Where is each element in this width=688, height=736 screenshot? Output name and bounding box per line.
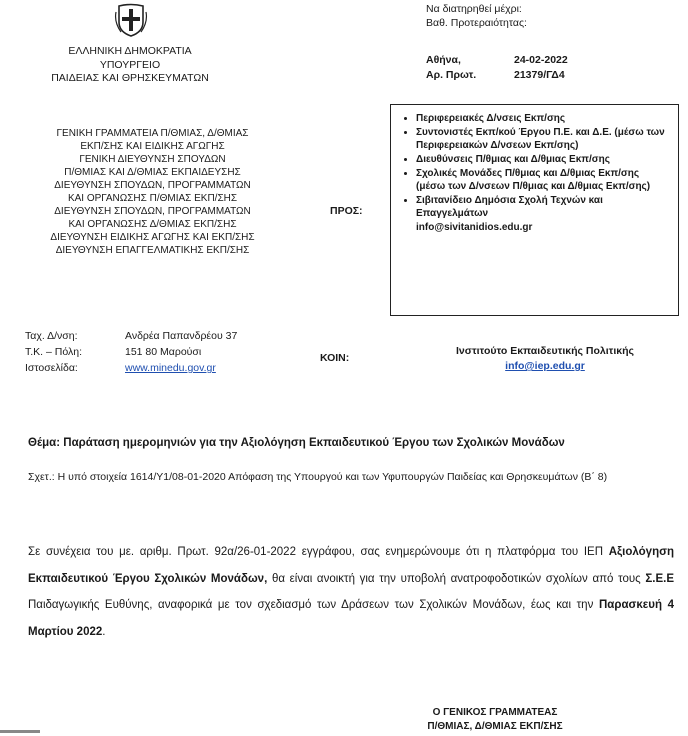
signatory-title: Ο ΓΕΝΙΚΟΣ ΓΡΑΜΜΑΤΕΑΣ: [432, 707, 558, 718]
recipient-item: • Σιβιτανίδειο Δημόσια Σχολή Τεχνών και Επαγγελμάτων: [416, 194, 670, 220]
cc-organization: Ινστιτούτο Εκπαιδευτικής Πολιτικής: [456, 345, 634, 357]
department-line: ΔΙΕΥΘΥΝΣΗ ΣΠΟΥΔΩΝ, ΠΡΟΓΡΑΜΜΑΤΩΝ: [54, 180, 251, 191]
department-line: ΕΚΠ/ΣΗΣ ΚΑΙ ΕΙΔΙΚΗΣ ΑΓΩΓΗΣ: [80, 141, 225, 152]
department-line: ΔΙΕΥΘΥΝΣΗ ΕΠΑΓΓΕΛΜΑΤΙΚΗΣ ΕΚΠ/ΣΗΣ: [55, 245, 250, 256]
page-edge-mark: [0, 730, 40, 733]
recipient-email: info@sivitanidios.edu.gr: [416, 222, 533, 233]
department-block: [20, 127, 285, 257]
body-text-end: .: [102, 625, 106, 638]
body-text-part: Σε συνέχεια του με. αριθμ. Πρωτ. 92α/26-01-2022 εγγράφου, σας ενημερώνουμε ότι η πλατφόρμα του ΙΕΠ: [28, 546, 604, 558]
recipients-list: [399, 112, 670, 220]
department-line: Π/ΘΜΙΑΣ ΚΑΙ Δ/ΘΜΙΑΣ ΕΚΠΑΙΔΕΥΣΗΣ: [64, 167, 241, 178]
greek-coat-of-arms-icon: [113, 2, 149, 38]
date-protocol-block: [426, 53, 568, 83]
cc-label: ΚΟΙΝ:: [320, 352, 350, 364]
contact-block: [25, 328, 237, 376]
recipient-item: • Διευθύνσεις Π/θμιας και Δ/θμιας Εκπ/σης: [416, 153, 670, 166]
protocol-label: Αρ. Πρωτ.: [426, 69, 477, 81]
body-paragraph: [28, 539, 674, 645]
contact-label: Τ.Κ. – Πόλη:: [25, 346, 83, 358]
republic-line: ΕΛΛΗΝΙΚΗ ΔΗΜΟΚΡΑΤΙΑ: [68, 45, 192, 57]
recipient-item: • Περιφερειακές Δ/νσεις Εκπ/σης: [416, 112, 670, 125]
related-reference: Σχετ.: Η υπό στοιχεία 1614/Υ1/08-01-2020 Απόφαση της Υπουργού και των Υφυπουργών Παιδείας και Θρησκευμάτων (Β΄ 8): [28, 471, 608, 483]
signatory-office: Π/ΘΜΙΑΣ, Δ/ΘΜΙΑΣ ΕΚΠ/ΣΗΣ: [427, 721, 563, 732]
contact-label: Ιστοσελίδα:: [25, 362, 78, 374]
department-line: ΚΑΙ ΟΡΓΑΝΩΣΗΣ Δ/ΘΜΙΑΣ ΕΚΠ/ΣΗΣ: [68, 219, 237, 230]
recipient-item: • Συντονιστές Εκπ/κού Έργου Π.Ε. και Δ.Ε. (μέσω των Περιφερειακών Δ/νσεων Εκπ/σης): [416, 126, 670, 152]
contact-row-postcode: [25, 344, 237, 360]
signature-block: [400, 706, 590, 734]
cc-block: [430, 344, 660, 374]
body-text-part: Παιδαγωγικής Ευθύνης, αναφορικά με τον σχεδιασμό των Δράσεων των Σχολικών Μονάδων, έως και την: [28, 599, 594, 611]
priority-label: Βαθ. Προτεραιότητας:: [426, 17, 527, 29]
contact-row-address: [25, 328, 237, 344]
contact-label: Ταχ. Δ/νση:: [25, 330, 78, 342]
cc-email-link[interactable]: info@iep.edu.gr: [505, 360, 585, 372]
website-link[interactable]: www.minedu.gov.gr: [125, 362, 216, 374]
protocol-number: 21379/ΓΔ4: [514, 69, 565, 81]
department-line: ΚΑΙ ΟΡΓΑΝΩΣΗΣ Π/ΘΜΙΑΣ ΕΚΠ/ΣΗΣ: [67, 193, 238, 204]
department-line: ΔΙΕΥΘΥΝΣΗ ΣΠΟΥΔΩΝ, ΠΡΟΓΡΑΜΜΑΤΩΝ: [54, 206, 251, 217]
recipients-label: ΠΡΟΣ:: [330, 205, 363, 217]
department-line: ΓΕΝΙΚΗ ΔΙΕΥΘΥΝΣΗ ΣΠΟΥΔΩΝ: [79, 154, 226, 165]
place-label: Αθήνα,: [426, 54, 461, 66]
contact-row-website: [25, 360, 237, 376]
department-line: ΓΕΝΙΚΗ ΓΡΑΜΜΑΤΕΙΑ Π/ΘΜΙΑΣ, Δ/ΘΜΙΑΣ: [56, 128, 249, 139]
subject-line: Θέμα: Παράταση ημερομηνιών για την Αξιολόγηση Εκπαιδευτικού Έργου των Σχολικών Μονάδων: [28, 437, 565, 449]
ministry-heading: [40, 45, 220, 86]
ministry-name-line: ΠΑΙΔΕΙΑΣ ΚΑΙ ΘΡΗΣΚΕΥΜΑΤΩΝ: [51, 72, 209, 84]
ministry-line: ΥΠΟΥΡΓΕΙΟ: [99, 58, 161, 71]
contact-value: Ανδρέα Παπανδρέου 37: [125, 330, 238, 342]
platform-name: Αξιολόγηση Εκπαιδευτικού Έργου Σχολικών Μονάδων,: [28, 546, 674, 585]
keep-until-label: Να διατηρηθεί μέχρι:: [426, 3, 522, 15]
department-line: ΔΙΕΥΘΥΝΣΗ ΕΙΔΙΚΗΣ ΑΓΩΓΗΣ ΚΑΙ ΕΚΠ/ΣΗΣ: [50, 232, 255, 243]
protocol-row: [426, 68, 568, 83]
recipient-item: • Σχολικές Μονάδες Π/θμιας και Δ/θμιας Εκπ/σης (μέσω των Δ/νσεων Π/θμιας και Δ/θμιας Εκπ/σης): [416, 167, 670, 193]
deadline-date: Παρασκευή 4 Μαρτίου 2022: [28, 599, 674, 638]
document-date: 24-02-2022: [514, 54, 568, 66]
date-row: [426, 53, 568, 68]
retention-block: [426, 2, 527, 30]
contact-value: 151 80 Μαρούσι: [125, 346, 202, 358]
see-abbreviation: Σ.Ε.Ε: [645, 572, 674, 585]
recipients-box: [390, 104, 679, 316]
body-text-part: θα είναι ανοικτή για την υποβολή ανατροφοδοτικών σχολίων από τους: [271, 572, 641, 585]
